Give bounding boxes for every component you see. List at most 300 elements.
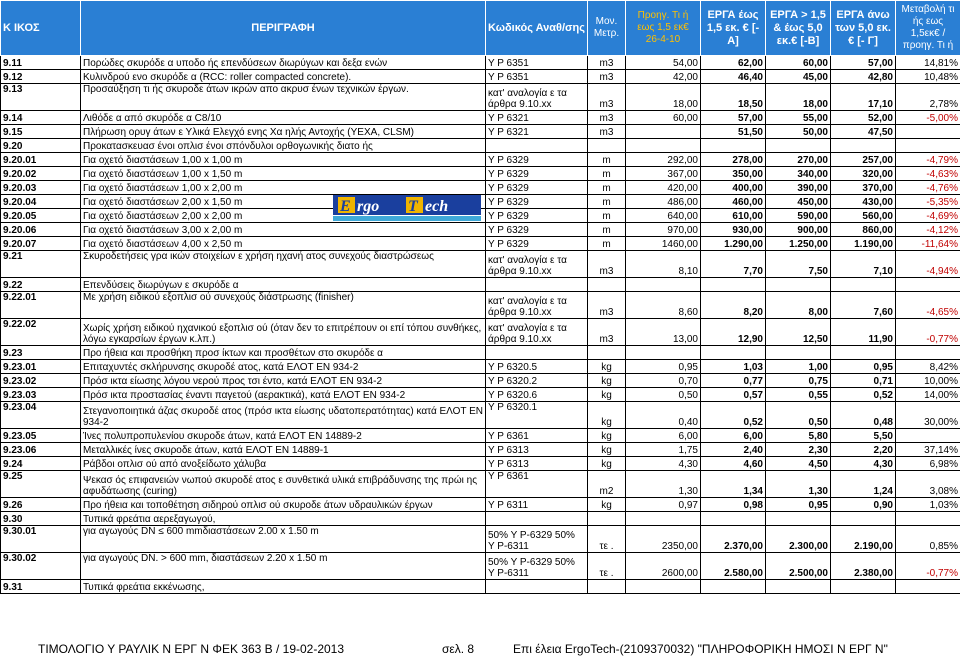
table-row xyxy=(1,443,960,457)
row-analysis-code: Υ Ρ 6320.6 xyxy=(486,388,588,402)
svg-text:rgo: rgo xyxy=(357,198,380,215)
row-unit: m3 xyxy=(588,84,626,111)
row-prev-price: 2350,00 xyxy=(626,526,701,553)
row-description xyxy=(81,471,486,498)
row-code: 9.22.02 xyxy=(1,319,81,346)
table-row xyxy=(1,111,960,125)
row-unit xyxy=(588,139,626,153)
row-unit: kg xyxy=(588,498,626,512)
row-price-a: 8,20 xyxy=(701,292,766,319)
row-analysis-code: Υ Ρ 6361 xyxy=(486,471,588,498)
table-row xyxy=(1,457,960,471)
row-unit xyxy=(588,580,626,594)
row-code: 9.14 xyxy=(1,111,81,125)
row-description-line: Ψεκασ ός επιφανειών νωπού σκυροδέ ατος ε συνθετικά υλικά επιβράδυνσης της πρώι ης xyxy=(83,475,478,486)
row-price-a: 18,50 xyxy=(701,84,766,111)
row-description: Με χρήση ειδικού εξοπλισ ού συνεχούς διάστρωσης (finisher) xyxy=(81,292,486,319)
svg-text:E: E xyxy=(340,198,351,215)
row-description: Επενδύσεις διωρύγων ε σκυρόδε α xyxy=(81,278,486,292)
row-price-b: 270,00 xyxy=(766,153,831,167)
header-works-b: ΕΡΓΑ > 1,5 & έως 5,0 εκ.€ [-Β] xyxy=(766,1,831,56)
table-body xyxy=(1,56,960,594)
row-analysis-line: κατ' αναλογία ε τα xyxy=(488,255,567,266)
row-price-a: 610,00 xyxy=(701,209,766,223)
row-price-c: 320,00 xyxy=(831,167,896,181)
row-unit xyxy=(588,512,626,526)
row-description: Πορώδες σκυρόδε α υποδο ής επενδύσεων διωρύγων και δεξα ενών xyxy=(81,56,486,70)
row-change: 14,81% xyxy=(896,56,960,70)
row-prev-price: 640,00 xyxy=(626,209,701,223)
row-price-b: 4,50 xyxy=(766,457,831,471)
row-analysis-code: Υ Ρ 6329 xyxy=(486,195,588,209)
row-description: Για οχετό διαστάσεων 2,00 x 1,50 m xyxy=(81,195,486,209)
row-change xyxy=(896,125,960,139)
row-code: 9.22.01 xyxy=(1,292,81,319)
row-price-b: 450,00 xyxy=(766,195,831,209)
row-analysis-code xyxy=(486,292,588,319)
row-price-b: 12,50 xyxy=(766,319,831,346)
row-description: Τυπικά φρεάτια εκκένωσης, xyxy=(81,580,486,594)
row-price-b: 1.250,00 xyxy=(766,237,831,251)
header-change: Μεταβολή τι ής εως 1,5εκ€ / προηγ. Τι ή xyxy=(896,1,960,56)
row-prev-price: 367,00 xyxy=(626,167,701,181)
row-price-c: 2,20 xyxy=(831,443,896,457)
row-price-a: 1.290,00 xyxy=(701,237,766,251)
row-unit: kg xyxy=(588,457,626,471)
row-code: 9.20.04 xyxy=(1,195,81,209)
table-row xyxy=(1,278,960,292)
row-unit: m3 xyxy=(588,111,626,125)
row-price-c: 257,00 xyxy=(831,153,896,167)
row-price-a xyxy=(701,580,766,594)
row-price-a xyxy=(701,346,766,360)
row-change: -4,76% xyxy=(896,181,960,195)
row-price-a: 1,03 xyxy=(701,360,766,374)
row-prev-price xyxy=(626,512,701,526)
row-price-a: 0,77 xyxy=(701,374,766,388)
row-price-a: 2,40 xyxy=(701,443,766,457)
row-analysis-code: Υ Ρ 6320.1 xyxy=(486,402,588,429)
row-prev-price: 970,00 xyxy=(626,223,701,237)
row-price-c xyxy=(831,278,896,292)
row-analysis-code: Υ Ρ 6313 xyxy=(486,457,588,471)
row-change: 2,78% xyxy=(896,84,960,111)
row-code: 9.23.04 xyxy=(1,402,81,429)
row-price-b: 2,30 xyxy=(766,443,831,457)
row-price-a: 0,52 xyxy=(701,402,766,429)
table-row xyxy=(1,223,960,237)
row-unit: kg xyxy=(588,388,626,402)
footer-title: ΤΙΜΟΛΟΓΙΟ Υ ΡΑΥΛΙΚ Ν ΕΡΓ Ν ΦΕΚ 363 Β / 19-02-2013 xyxy=(38,642,345,656)
row-price-a: 57,00 xyxy=(701,111,766,125)
row-price-c: 7,10 xyxy=(831,251,896,278)
footer-page-number: σελ. 8 xyxy=(442,642,475,656)
row-code: 9.21 xyxy=(1,251,81,278)
row-prev-price: 42,00 xyxy=(626,70,701,84)
row-prev-price: 13,00 xyxy=(626,319,701,346)
row-change: -5,35% xyxy=(896,195,960,209)
row-price-c: 0,52 xyxy=(831,388,896,402)
row-change: 37,14% xyxy=(896,443,960,457)
table-row xyxy=(1,56,960,70)
row-analysis-code: Υ Ρ 6329 xyxy=(486,223,588,237)
row-code: 9.20.03 xyxy=(1,181,81,195)
row-price-b: 0,95 xyxy=(766,498,831,512)
row-unit: m3 xyxy=(588,125,626,139)
row-analysis-code: Υ Ρ 6313 xyxy=(486,443,588,457)
row-prev-price: 60,00 xyxy=(626,111,701,125)
row-change: 10,48% xyxy=(896,70,960,84)
row-code: 9.22 xyxy=(1,278,81,292)
row-prev-price: 8,60 xyxy=(626,292,701,319)
row-prev-price: 1460,00 xyxy=(626,237,701,251)
row-unit: kg xyxy=(588,374,626,388)
row-analysis-line: άρθρα 9.10.xx xyxy=(488,266,552,277)
row-price-a: 930,00 xyxy=(701,223,766,237)
row-prev-price: 0,40 xyxy=(626,402,701,429)
row-description: Επιταχυντές σκλήρυνσης σκυροδέ ατος, κατά ΕΛΟΤ ΕΝ 934-2 xyxy=(81,360,486,374)
row-code: 9.23.02 xyxy=(1,374,81,388)
row-price-a: 2.370,00 xyxy=(701,526,766,553)
row-code: 9.24 xyxy=(1,457,81,471)
row-code: 9.15 xyxy=(1,125,81,139)
row-price-b xyxy=(766,278,831,292)
row-price-c: 5,50 xyxy=(831,429,896,443)
row-change: -11,64% xyxy=(896,237,960,251)
row-code: 9.30.01 xyxy=(1,526,81,553)
row-price-b: 900,00 xyxy=(766,223,831,237)
row-code: 9.20.07 xyxy=(1,237,81,251)
row-analysis-code: Υ Ρ 6321 xyxy=(486,125,588,139)
header-works-c: ΕΡΓΑ άνω των 5,0 εκ. € [- Γ] xyxy=(831,1,896,56)
row-unit: kg xyxy=(588,360,626,374)
table-row xyxy=(1,374,960,388)
row-price-c: 370,00 xyxy=(831,181,896,195)
row-price-c: 560,00 xyxy=(831,209,896,223)
row-prev-price: 420,00 xyxy=(626,181,701,195)
row-price-c: 0,90 xyxy=(831,498,896,512)
row-description: για αγωγούς DN ≤ 600 mmδιαστάσεων 2.00 x 1.50 m xyxy=(81,526,486,553)
row-analysis-line: άρθρα 9.10.xx xyxy=(488,99,552,110)
row-price-b: 18,00 xyxy=(766,84,831,111)
row-price-b: 60,00 xyxy=(766,56,831,70)
header-code: Κ ΙΚΟΣ xyxy=(1,1,81,56)
row-description: Προκατασκευασ ένοι οπλισ ένοι σπόνδυλοι ορθογωνικής διατο ής xyxy=(81,139,486,153)
row-unit: m2 xyxy=(588,471,626,498)
row-change xyxy=(896,512,960,526)
row-description-line: Χωρίς χρήση ειδικού ηχανικού εξοπλισ ού (όταν δεν το επιτρέπουν οι επί τόπου συνθήκες, xyxy=(83,323,482,334)
row-prev-price: 0,70 xyxy=(626,374,701,388)
row-analysis-code: Υ Ρ 6311 xyxy=(486,498,588,512)
row-price-b: 5,80 xyxy=(766,429,831,443)
row-code: 9.25 xyxy=(1,471,81,498)
table-row xyxy=(1,181,960,195)
row-analysis-code xyxy=(486,580,588,594)
table-row xyxy=(1,125,960,139)
row-price-c: 1,24 xyxy=(831,471,896,498)
row-price-a: 4,60 xyxy=(701,457,766,471)
row-description: Για οχετό διαστάσεων 1,00 x 2,00 m xyxy=(81,181,486,195)
row-analysis-code: Υ Ρ 6329 xyxy=(486,209,588,223)
row-price-c: 4,30 xyxy=(831,457,896,471)
row-price-b: 7,50 xyxy=(766,251,831,278)
row-analysis-code xyxy=(486,278,588,292)
row-price-b: 50,00 xyxy=(766,125,831,139)
row-description: Σκυροδετήσεις γρα ικών στοιχείων ε χρήση ηχανή ατος συνεχούς διαστρώσεως xyxy=(81,251,486,278)
row-code: 9.23 xyxy=(1,346,81,360)
row-price-c: 1.190,00 xyxy=(831,237,896,251)
row-code: 9.31 xyxy=(1,580,81,594)
row-analysis-code xyxy=(486,512,588,526)
row-code: 9.23.03 xyxy=(1,388,81,402)
header-description: ΠΕΡΙΓΡΑΦΗ xyxy=(81,1,486,56)
row-price-b xyxy=(766,580,831,594)
row-description: Ράβδοι οπλισ ού από ανοξείδωτο χάλυβα xyxy=(81,457,486,471)
row-analysis-code xyxy=(486,139,588,153)
row-change xyxy=(896,429,960,443)
table-row xyxy=(1,388,960,402)
table-row xyxy=(1,84,960,111)
row-change: 3,08% xyxy=(896,471,960,498)
row-unit: m xyxy=(588,181,626,195)
row-description: για αγωγούς DN. > 600 mm, διαστάσεων 2.20 x 1.50 m xyxy=(81,553,486,580)
row-change: 0,85% xyxy=(896,526,960,553)
row-price-b: 0,50 xyxy=(766,402,831,429)
row-unit: kg xyxy=(588,443,626,457)
row-analysis-line: 50% Υ Ρ-6329 50% xyxy=(488,557,575,568)
row-analysis-code: Υ Ρ 6329 xyxy=(486,153,588,167)
row-description: Κυλινδρού ενο σκυρόδε α (RCC: roller compacted concrete). xyxy=(81,70,486,84)
row-price-b xyxy=(766,139,831,153)
row-price-a: 6,00 xyxy=(701,429,766,443)
header-analysis-code: Κωδικός Αναθ/σης xyxy=(486,1,588,56)
row-change: -4,79% xyxy=(896,153,960,167)
row-change: 14,00% xyxy=(896,388,960,402)
row-prev-price xyxy=(626,139,701,153)
row-unit: kg xyxy=(588,429,626,443)
row-prev-price: 6,00 xyxy=(626,429,701,443)
row-analysis-code: Υ Ρ 6329 xyxy=(486,237,588,251)
row-price-b: 45,00 xyxy=(766,70,831,84)
row-price-c xyxy=(831,512,896,526)
row-change: -0,77% xyxy=(896,319,960,346)
row-price-a: 278,00 xyxy=(701,153,766,167)
row-analysis-code xyxy=(486,84,588,111)
row-code: 9.30 xyxy=(1,512,81,526)
row-price-b: 590,00 xyxy=(766,209,831,223)
row-description-line: αφυδάτωσης (curing) xyxy=(83,486,177,497)
row-unit: m3 xyxy=(588,70,626,84)
row-analysis-line: 50% Υ Ρ-6329 50% xyxy=(488,530,575,541)
header-unit: Μον. Μετρ. xyxy=(588,1,626,56)
row-code: 9.20.01 xyxy=(1,153,81,167)
row-unit: τε . xyxy=(588,553,626,580)
row-code: 9.20.06 xyxy=(1,223,81,237)
row-description-line: λόγω εγκαρσίων έργων κ.λπ.) xyxy=(83,334,216,345)
row-analysis-code: Υ Ρ 6329 xyxy=(486,167,588,181)
row-code: 9.20.02 xyxy=(1,167,81,181)
row-unit: m3 xyxy=(588,292,626,319)
row-change: -4,63% xyxy=(896,167,960,181)
row-price-a: 12,90 xyxy=(701,319,766,346)
row-prev-price xyxy=(626,278,701,292)
row-change xyxy=(896,139,960,153)
row-change: 6,98% xyxy=(896,457,960,471)
page-footer xyxy=(0,640,960,658)
row-price-b: 0,55 xyxy=(766,388,831,402)
row-prev-price xyxy=(626,346,701,360)
row-price-c: 52,00 xyxy=(831,111,896,125)
table-row xyxy=(1,167,960,181)
table-row xyxy=(1,319,960,346)
row-change: -5,00% xyxy=(896,111,960,125)
row-price-a xyxy=(701,278,766,292)
row-change: -4,65% xyxy=(896,292,960,319)
row-analysis-code: Υ Ρ 6361 xyxy=(486,429,588,443)
table-row xyxy=(1,70,960,84)
row-unit xyxy=(588,346,626,360)
row-change: 1,03% xyxy=(896,498,960,512)
table-row xyxy=(1,526,960,553)
row-prev-price: 54,00 xyxy=(626,56,701,70)
row-description: Προ ήθεια και προσθήκη προσ ίκτων και προσθέτων στο σκυρόδε α xyxy=(81,346,486,360)
row-analysis-code xyxy=(486,553,588,580)
row-analysis-line: Υ Ρ-6311 xyxy=(488,541,529,552)
row-price-c: 2.380,00 xyxy=(831,553,896,580)
row-description: Προ ήθεια και τοποθέτηση σιδηρού οπλισ ού σκυροδε άτων υδραυλικών έργων xyxy=(81,498,486,512)
row-price-c: 860,00 xyxy=(831,223,896,237)
row-price-a: 1,34 xyxy=(701,471,766,498)
row-change xyxy=(896,346,960,360)
row-prev-price: 0,97 xyxy=(626,498,701,512)
row-analysis-line: κατ' αναλογία ε τα xyxy=(488,323,567,334)
row-analysis-line: άρθρα 9.10.xx xyxy=(488,334,552,345)
row-prev-price xyxy=(626,125,701,139)
row-price-c xyxy=(831,580,896,594)
row-code: 9.26 xyxy=(1,498,81,512)
row-code: 9.23.05 xyxy=(1,429,81,443)
row-analysis-code xyxy=(486,251,588,278)
row-price-c: 42,80 xyxy=(831,70,896,84)
row-description: Για οχετό διαστάσεων 2,00 x 2,00 m xyxy=(81,209,486,223)
row-change xyxy=(896,580,960,594)
row-price-a: 7,70 xyxy=(701,251,766,278)
row-prev-price: 292,00 xyxy=(626,153,701,167)
row-prev-price: 8,10 xyxy=(626,251,701,278)
row-price-a xyxy=(701,512,766,526)
row-unit: m xyxy=(588,153,626,167)
row-code: 9.20 xyxy=(1,139,81,153)
row-price-b xyxy=(766,512,831,526)
row-prev-price xyxy=(626,580,701,594)
table-row xyxy=(1,471,960,498)
table-row xyxy=(1,251,960,278)
row-description xyxy=(81,319,486,346)
row-price-b: 2.300,00 xyxy=(766,526,831,553)
row-analysis-code: Υ Ρ 6351 xyxy=(486,70,588,84)
table-row xyxy=(1,346,960,360)
table-row xyxy=(1,139,960,153)
row-change: -4,12% xyxy=(896,223,960,237)
row-price-c: 0,48 xyxy=(831,402,896,429)
row-price-a: 46,40 xyxy=(701,70,766,84)
row-description: Ίνες πολυπροπυλενίου σκυροδε άτων, κατά ΕΛΟΤ ΕΝ 14889-2 xyxy=(81,429,486,443)
row-change: -0,77% xyxy=(896,553,960,580)
table-row xyxy=(1,580,960,594)
row-code: 9.13 xyxy=(1,84,81,111)
row-price-c: 430,00 xyxy=(831,195,896,209)
footer-publisher: Επι έλεια ErgoTech-(2109370032) "ΠΛΗΡΟΦΟΡΙΚΗ ΗΜΟΣΙ Ν ΕΡΓ Ν" xyxy=(513,642,888,656)
table-row xyxy=(1,553,960,580)
row-price-c: 0,71 xyxy=(831,374,896,388)
row-price-a: 350,00 xyxy=(701,167,766,181)
row-change: 30,00% xyxy=(896,402,960,429)
row-unit: kg xyxy=(588,402,626,429)
row-description-line: 934-2 xyxy=(83,417,109,428)
row-price-c xyxy=(831,346,896,360)
table-row xyxy=(1,292,960,319)
row-description: Προσαύξηση τι ής σκυροδε άτων ικρών απο ακρυσ ένων τεχνικών έργων. xyxy=(81,84,486,111)
row-code: 9.23.06 xyxy=(1,443,81,457)
table-row xyxy=(1,498,960,512)
row-price-b: 1,00 xyxy=(766,360,831,374)
row-price-a: 51,50 xyxy=(701,125,766,139)
row-analysis-code: Υ Ρ 6351 xyxy=(486,56,588,70)
row-description xyxy=(81,402,486,429)
row-prev-price: 1,30 xyxy=(626,471,701,498)
row-unit xyxy=(588,278,626,292)
row-description: Μεταλλικές ίνες σκυροδε άτων, κατά ΕΛΟΤ ΕΝ 14889-1 xyxy=(81,443,486,457)
row-price-c: 47,50 xyxy=(831,125,896,139)
row-price-c: 0,95 xyxy=(831,360,896,374)
row-price-b xyxy=(766,346,831,360)
row-analysis-code: Υ Ρ 6321 xyxy=(486,111,588,125)
row-change: -4,94% xyxy=(896,251,960,278)
row-unit: m xyxy=(588,223,626,237)
row-unit: m3 xyxy=(588,56,626,70)
row-price-c: 17,10 xyxy=(831,84,896,111)
row-price-a: 62,00 xyxy=(701,56,766,70)
row-analysis-code xyxy=(486,346,588,360)
row-prev-price: 0,50 xyxy=(626,388,701,402)
svg-text:ech: ech xyxy=(425,198,449,215)
row-unit: m xyxy=(588,195,626,209)
row-description: Για οχετό διαστάσεων 3,00 x 2,00 m xyxy=(81,223,486,237)
row-change: -4,69% xyxy=(896,209,960,223)
row-code: 9.23.01 xyxy=(1,360,81,374)
row-price-a: 0,57 xyxy=(701,388,766,402)
table-row xyxy=(1,512,960,526)
row-price-a xyxy=(701,139,766,153)
row-analysis-code: Υ Ρ 6320.2 xyxy=(486,374,588,388)
row-change xyxy=(896,278,960,292)
row-prev-price: 18,00 xyxy=(626,84,701,111)
row-code: 9.30.02 xyxy=(1,553,81,580)
row-description: Για οχετό διαστάσεων 1,00 x 1,00 m xyxy=(81,153,486,167)
row-price-b: 340,00 xyxy=(766,167,831,181)
row-code: 9.11 xyxy=(1,56,81,70)
row-prev-price: 2600,00 xyxy=(626,553,701,580)
row-price-b: 55,00 xyxy=(766,111,831,125)
row-price-c: 7,60 xyxy=(831,292,896,319)
row-unit: m3 xyxy=(588,251,626,278)
header-works-a: ΕΡΓΑ έως 1,5 εκ. € [-Α] xyxy=(701,1,766,56)
row-price-a: 400,00 xyxy=(701,181,766,195)
row-price-a: 2.580,00 xyxy=(701,553,766,580)
row-prev-price: 0,95 xyxy=(626,360,701,374)
row-unit: m xyxy=(588,237,626,251)
row-price-c: 57,00 xyxy=(831,56,896,70)
